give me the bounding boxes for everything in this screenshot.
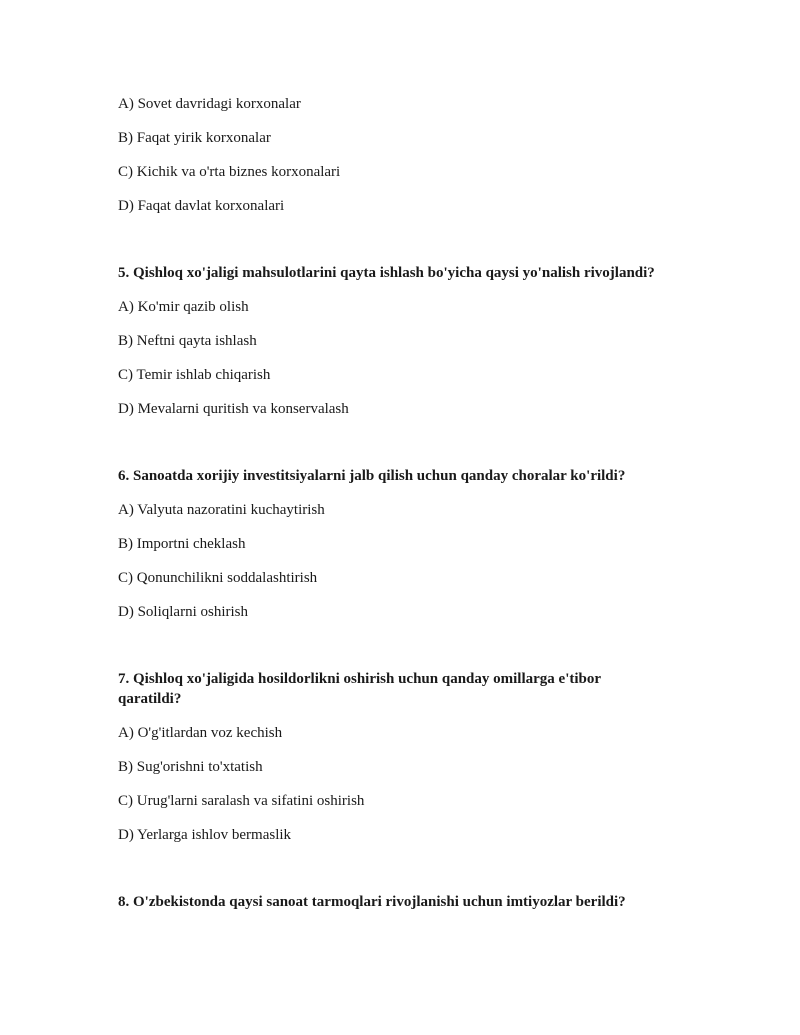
prev-option-a: A) Sovet davridagi korxonalar bbox=[118, 96, 301, 112]
question-7: 7. Qishloq xo'jaligida hosildorlikni oshirish uchun qanday omillarga e'tibor qaratildi? bbox=[118, 671, 601, 707]
q7-option-b: B) Sug'orishni to'xtatish bbox=[118, 759, 263, 775]
question-5: 5. Qishloq xo'jaligi mahsulotlarini qayta ishlash bo'yicha qaysi yo'nalish rivojlandi? bbox=[118, 265, 655, 281]
q7-option-d: D) Yerlarga ishlov bermaslik bbox=[118, 827, 292, 843]
q6-option-a: A) Valyuta nazoratini kuchaytirish bbox=[118, 502, 325, 518]
prev-option-b: B) Faqat yirik korxonalar bbox=[118, 130, 271, 146]
q6-option-b: B) Importni cheklash bbox=[118, 536, 246, 552]
prev-option-d: D) Faqat davlat korxonalari bbox=[118, 198, 285, 214]
q5-option-c: C) Temir ishlab chiqarish bbox=[118, 367, 271, 383]
q6-option-c: C) Qonunchilikni soddalashtirish bbox=[118, 570, 318, 586]
q7-option-c: C) Urug'larni saralash va sifatini oshirish bbox=[118, 793, 365, 809]
q7-option-a: A) O'g'itlardan voz kechish bbox=[118, 725, 283, 741]
q5-option-d: D) Mevalarni quritish va konservalash bbox=[118, 401, 349, 417]
q5-option-b: B) Neftni qayta ishlash bbox=[118, 333, 257, 349]
prev-option-c: C) Kichik va o'rta biznes korxonalari bbox=[118, 164, 341, 180]
q5-option-a: A) Ko'mir qazib olish bbox=[118, 299, 249, 315]
q6-option-d: D) Soliqlarni oshirish bbox=[118, 604, 248, 620]
question-8: 8. O'zbekistonda qaysi sanoat tarmoqlari rivojlanishi uchun imtiyozlar berildi? bbox=[118, 894, 626, 910]
question-6: 6. Sanoatda xorijiy investitsiyalarni jalb qilish uchun qanday choralar ko'rildi? bbox=[118, 468, 626, 484]
